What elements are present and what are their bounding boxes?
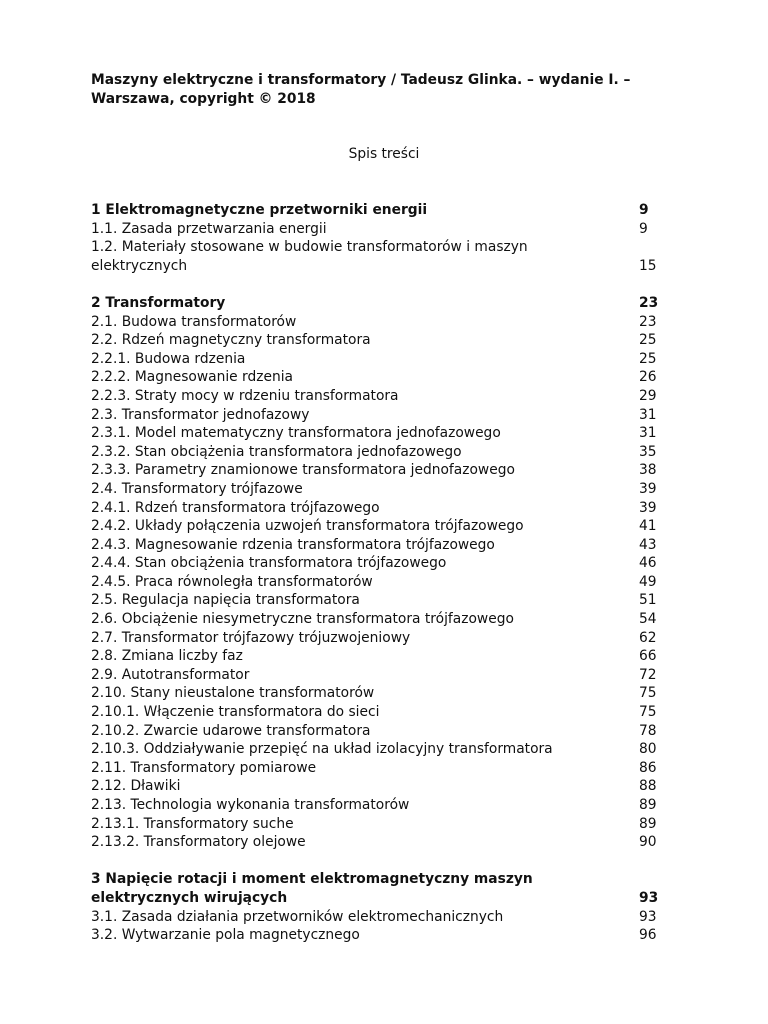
toc-entry-title: 2.12. Dławiki	[91, 778, 181, 795]
toc-entry-title: 3.2. Wytwarzanie pola magnetycznego	[91, 927, 360, 944]
toc-entry-page: 31	[639, 406, 657, 423]
citation-line-2: Warszawa, copyright © 2018	[91, 91, 316, 107]
toc-title: Spis treści	[348, 146, 420, 162]
toc-entry-page: 35	[639, 443, 657, 460]
chapter-title: 1 Elektromagnetyczne przetworniki energii	[91, 202, 428, 218]
toc-entry	[91, 443, 671, 462]
toc-entry	[91, 238, 671, 257]
toc-entry-title: 2.6. Obciążenie niesymetryczne transformatora trójfazowego	[91, 611, 514, 628]
chapter-page: 9	[639, 202, 649, 218]
table-of-contents	[91, 201, 671, 945]
toc-entry-title: 3.1. Zasada działania przetworników elektromechanicznych	[91, 908, 504, 925]
toc-entry-continuation	[91, 257, 671, 276]
spacer	[91, 275, 671, 294]
toc-entry	[91, 499, 671, 518]
chapter-title: elektrycznych wirujących	[91, 889, 288, 906]
toc-entry-page: 66	[639, 648, 657, 665]
toc-entry-title: 2.10.3. Oddziaływanie przepięć na układ izolacyjny transformatora	[91, 741, 553, 758]
toc-entry-title: 2.5. Regulacja napięcia transformatora	[91, 592, 360, 609]
toc-entry-title: 2.13. Technologia wykonania transformatorów	[91, 797, 410, 813]
toc-entry-title: 2.4.2. Układy połączenia uzwojeń transformatora trójfazowego	[91, 518, 524, 535]
toc-entry-title: 2.3.1. Model matematyczny transformatora jednofazowego	[91, 425, 501, 442]
toc-entry	[91, 350, 671, 369]
toc-entry	[91, 815, 671, 834]
toc-entry-title: 2.4.1. Rdzeń transformatora trójfazowego	[91, 499, 380, 516]
toc-entry-title: 2.11. Transformatory pomiarowe	[91, 759, 317, 776]
toc-entry-page: 51	[639, 592, 657, 609]
toc-entry-page: 25	[639, 332, 657, 349]
toc-entry-page: 38	[639, 462, 657, 479]
toc-entry-page: 23	[639, 313, 657, 330]
toc-entry	[91, 368, 671, 387]
toc-entry-page: 88	[639, 778, 657, 795]
toc-entry	[91, 461, 671, 480]
toc-entry-title: 2.4.5. Praca równoległa transformatorów	[91, 573, 373, 590]
toc-entry-title: 1.1. Zasada przetwarzania energii	[91, 220, 327, 237]
toc-entry-title: 2.3. Transformator jednofazowy	[91, 406, 310, 423]
toc-entry-page: 15	[639, 257, 657, 274]
toc-entry-title: 2.8. Zmiana liczby faz	[91, 648, 243, 665]
toc-entry	[91, 777, 671, 796]
toc-entry	[91, 591, 671, 610]
toc-entry	[91, 666, 671, 685]
toc-entry-title: 2.13.2. Transformatory olejowe	[91, 834, 306, 851]
toc-entry	[91, 331, 671, 350]
chapter-heading	[91, 294, 671, 313]
toc-entry-page: 54	[639, 611, 657, 628]
toc-entry-page: 49	[639, 573, 657, 590]
toc-entry-page: 75	[639, 704, 657, 721]
chapter-title: 2 Transformatory	[91, 294, 226, 311]
toc-entry	[91, 387, 671, 406]
toc-entry-title: 2.2.2. Magnesowanie rdzenia	[91, 369, 293, 386]
spacer	[91, 852, 671, 871]
toc-entry-title: 2.3.2. Stan obciążenia transformatora jednofazowego	[91, 443, 462, 460]
toc-entry-page: 9	[639, 220, 648, 237]
toc-entry-title: 2.10.1. Włączenie transformatora do sieci	[91, 704, 380, 721]
chapter-heading	[91, 201, 671, 220]
toc-entry-title: 2.4. Transformatory trójfazowe	[91, 480, 303, 497]
toc-entry-page: 62	[639, 629, 657, 646]
toc-entry	[91, 406, 671, 425]
toc-entry-title: elektrycznych	[91, 257, 188, 274]
toc-entry-page: 78	[639, 722, 657, 739]
toc-entry	[91, 703, 671, 722]
chapter-page: 93	[639, 889, 659, 906]
toc-entry	[91, 740, 671, 759]
toc-entry-title: 2.9. Autotransformator	[91, 666, 250, 683]
book-citation	[91, 71, 681, 109]
toc-entry-title: 2.4.4. Stan obciążenia transformatora trójfazowego	[91, 555, 447, 572]
toc-entry	[91, 833, 671, 852]
toc-entry	[91, 424, 671, 443]
toc-entry	[91, 610, 671, 629]
toc-entry	[91, 647, 671, 666]
toc-entry-page: 25	[639, 350, 657, 367]
toc-entry-title: 2.4.3. Magnesowanie rdzenia transformatora trójfazowego	[91, 536, 495, 553]
toc-entry-title: 2.10.2. Zwarcie udarowe transformatora	[91, 722, 371, 739]
toc-entry-title: 2.7. Transformator trójfazowy trójuzwojeniowy	[91, 629, 411, 646]
chapter-title: 3 Napięcie rotacji i moment elektromagnetyczny maszyn	[91, 871, 533, 888]
toc-entry-title: 2.1. Budowa transformatorów	[91, 313, 297, 330]
toc-entry	[91, 926, 671, 945]
chapter-page: 23	[639, 294, 659, 311]
toc-entry	[91, 480, 671, 499]
toc-entry	[91, 684, 671, 703]
toc-entry-title: 2.3.3. Parametry znamionowe transformatora jednofazowego	[91, 462, 515, 479]
toc-entry-page: 39	[639, 499, 657, 516]
toc-entry-page: 89	[639, 815, 657, 832]
toc-entry	[91, 759, 671, 778]
toc-entry-page: 96	[639, 927, 657, 944]
toc-entry-page: 29	[639, 387, 657, 404]
toc-entry	[91, 536, 671, 555]
toc-entry-title: 1.2. Materiały stosowane w budowie transformatorów i maszyn	[91, 239, 528, 256]
toc-entry-title: 2.2. Rdzeń magnetyczny transformatora	[91, 332, 371, 349]
toc-entry-page: 31	[639, 425, 657, 442]
citation-line-1: Maszyny elektryczne i transformatory / Tadeusz Glinka. – wydanie I. –	[91, 72, 631, 88]
toc-entry	[91, 313, 671, 332]
toc-entry-page: 75	[639, 685, 657, 702]
toc-entry-page: 80	[639, 741, 657, 758]
toc-entry-page: 90	[639, 834, 657, 851]
toc-entry-title: 2.13.1. Transformatory suche	[91, 815, 294, 832]
toc-entry-page: 39	[639, 480, 657, 497]
toc-entry-page: 41	[639, 518, 657, 535]
toc-entry	[91, 722, 671, 741]
toc-entry	[91, 796, 671, 815]
toc-entry-title: 2.2.1. Budowa rdzenia	[91, 350, 246, 367]
chapter-heading	[91, 870, 671, 889]
toc-entry	[91, 220, 671, 239]
toc-entry	[91, 517, 671, 536]
toc-entry-title: 2.10. Stany nieustalone transformatorów	[91, 685, 375, 702]
toc-entry	[91, 554, 671, 573]
toc-entry-page: 89	[639, 797, 657, 813]
toc-entry-page: 26	[639, 369, 657, 386]
toc-entry	[91, 629, 671, 648]
toc-entry	[91, 573, 671, 592]
chapter-heading-continuation	[91, 889, 671, 908]
toc-entry	[91, 908, 671, 927]
toc-entry-page: 46	[639, 555, 657, 572]
toc-entry-page: 72	[639, 666, 657, 683]
toc-entry-title: 2.2.3. Straty mocy w rdzeniu transformatora	[91, 387, 399, 404]
toc-entry-page: 43	[639, 536, 657, 553]
toc-entry-page: 86	[639, 759, 657, 776]
toc-entry-page: 93	[639, 908, 657, 925]
chapter-2-entries	[91, 313, 671, 852]
